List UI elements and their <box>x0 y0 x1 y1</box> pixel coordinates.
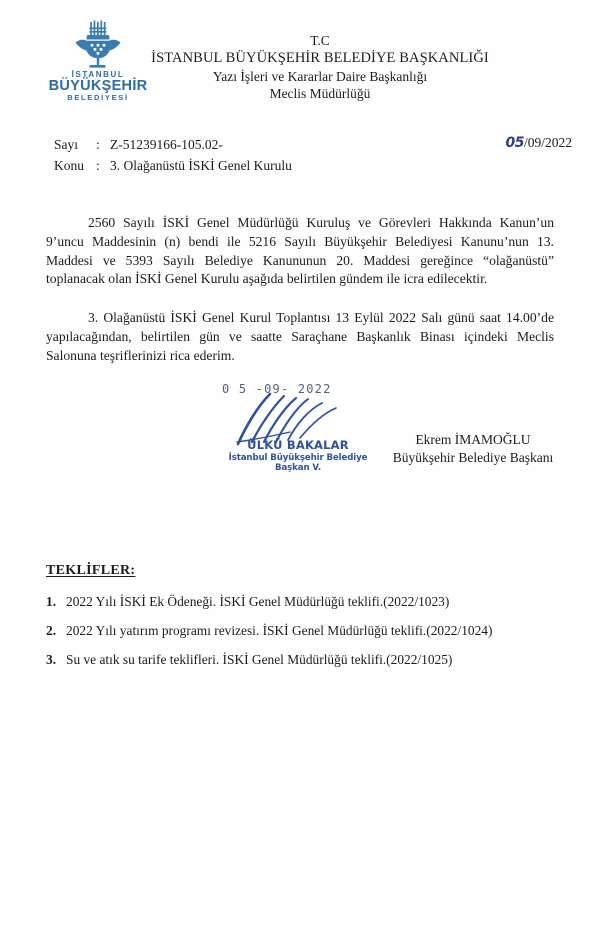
approval-stamp <box>218 382 378 473</box>
signer-block <box>378 431 568 467</box>
header-tc: T.C <box>310 33 330 48</box>
proposal-text: Su ve atık su tarife teklifleri. İSKİ Genel Müdürlüğü teklifi.(2022/1025) <box>66 652 453 668</box>
proposals-heading: TEKLİFLER: <box>46 563 136 578</box>
konu-colon: : <box>96 157 100 173</box>
meta-row-sayi <box>54 135 554 156</box>
konu-value: 3. Olağanüstü İSKİ Genel Kurulu <box>110 157 292 173</box>
proposal-number: 3. <box>46 652 57 668</box>
proposal-number: 2. <box>46 623 57 639</box>
institution-logo <box>46 20 150 102</box>
konu-label: Konu <box>54 157 84 173</box>
proposal-text: 2022 Yılı yatırım programı revizesi. İSKİ Genel Müdürlüğü teklifi.(2022/1024) <box>66 623 493 639</box>
sayi-label: Sayı <box>54 137 79 152</box>
proposal-item <box>46 593 554 611</box>
sayi-colon: : <box>96 137 100 152</box>
proposal-item <box>46 622 554 640</box>
signature-area <box>0 382 600 492</box>
header-title-block <box>150 32 490 102</box>
istanbul-tulip-logo-icon <box>68 20 128 70</box>
stamp-date-text: 0 5 -09- 2022 <box>222 382 332 396</box>
body-paragraph-1: 2560 Sayılı İSKİ Genel Müdürlüğü Kuruluş ve Görevleri Hakkında Kanun’un 9’uncu Maddesinin (n) bendi ile 5216 Sayılı Büyükşehir Belediyesi Kanunu’nun 13. Maddesi ve 5393 Sayılı Belediye Kanununun 20. Maddesi gereğince “olağanüstü” toplanacak olan İSKİ Genel Kurulu aşağıda belirtilen gündem ile icra edilecektir. <box>46 215 554 287</box>
stamp-signer-name: ÜLKÜ BAKALAR <box>247 438 349 452</box>
body-paragraph-2: 3. Olağanüstü İSKİ Genel Kurul Toplantısı 13 Eylül 2022 Salı günü saat 14.00’de yapılacağından, belirtilen gün ve saatte Saraçhane Başkanlık Binası içindeki Meclis Salonuna teşriflerinizi rica ederim. <box>46 310 554 363</box>
meta-row-konu <box>54 156 554 177</box>
date-handwritten-day: 05 <box>505 135 524 151</box>
proposal-item <box>46 651 554 669</box>
signer-name: Ekrem İMAMOĞLU <box>415 432 531 447</box>
proposal-text: 2022 Yılı İSKİ Ek Ödeneği. İSKİ Genel Müdürlüğü teklifi.(2022/1023) <box>66 594 450 609</box>
sayi-value: Z-51239166-105.02- <box>110 137 223 152</box>
logo-text-line1: İSTANBUL <box>71 70 125 79</box>
proposal-number: 1. <box>46 594 57 609</box>
logo-text-line2: BÜYÜKŞEHİR <box>48 78 148 95</box>
date-printed-part: /09/2022 <box>523 135 572 150</box>
header-unit: Meclis Müdürlüğü <box>269 86 371 102</box>
signer-title: Büyükşehir Belediye Başkanı <box>392 450 554 466</box>
header-department: Yazı İşleri ve Kararlar Daire Başkanlığı <box>212 68 428 84</box>
document-date <box>506 135 573 151</box>
stamp-signer-role: İstanbul Büyükşehir Belediye Başkan V. <box>228 453 368 473</box>
document-body <box>46 214 554 365</box>
logo-text-line3: BELEDİYESİ <box>67 92 129 102</box>
header-institution: İSTANBUL BÜYÜKŞEHİR BELEDİYE BAŞKANLIĞI <box>151 50 489 67</box>
document-header <box>0 0 600 110</box>
document-meta <box>54 135 554 177</box>
proposals-section <box>46 563 554 680</box>
